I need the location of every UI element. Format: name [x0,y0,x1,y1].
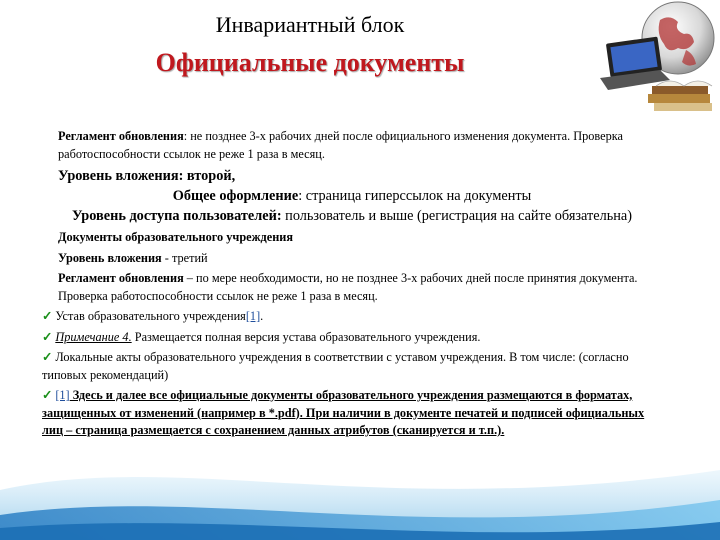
page-title: Инвариантный блок [215,12,405,37]
general-design-text: : страница гиперссылок на документы [298,188,532,204]
list-item [42,308,662,326]
institution-documents-heading [42,229,662,247]
charter-tail: . [260,309,264,323]
local-acts-text: Локальные акты образовательного учреждения в соответствии с уставом учреждения. В том числе: (согласно типовых рекомендаций) [42,350,629,382]
third-level-paragraph [42,250,662,268]
note-label: Примечание 4. [55,329,132,344]
third-level-text: - третий [161,250,208,265]
access-level-label: Уровень доступа пользователей: [71,208,282,224]
checkmark-icon: ✓ [42,388,53,402]
update-regulation-2-label: Регламент обновления [58,271,184,285]
checkmark-icon: ✓ [42,329,53,344]
globe-laptop-books-icon [590,0,720,120]
page-subtitle: Официальные документы [155,48,465,77]
institution-documents-label: Документы образовательного учреждения [58,230,294,244]
document-content [42,128,662,440]
list-item [42,349,662,384]
charter-text: Устав образовательного учреждения [55,309,246,323]
general-design-label: Общее оформление [172,188,299,204]
bottom-wave-decoration [0,430,720,540]
nesting-level-label: Уровень вложения: второй, [58,168,236,184]
access-level-text: пользователь и выше (регистрация на сайте обязательна) [281,208,633,224]
update-regulation-text: : не позднее 3-х рабочих дней после официального изменения документа. Проверка работоспособности ссылок не реже 1 раза в месяц. [58,129,623,161]
footnote-link[interactable]: [1] [55,388,70,402]
footnote-text: Здесь и далее все официальные документы образовательного учреждения размещаются в форматах, защищенных от изменений (например в *.pdf). При наличии в документе печатей и подписей официальных лиц – страница размещается с сохранением данных атрибутов (сканируется и т.п.). [42,388,645,437]
update-regulation-label: Регламент обновления [58,129,184,143]
update-regulation-2-text: – по мере необходимости, но не позднее 3-х рабочих дней после принятия документа. Проверка работоспособности ссылок не реже 1 раза в месяц. [58,271,638,303]
note-text: Размещается полная версия устава образовательного учреждения. [131,329,481,344]
third-level-label: Уровень вложения [58,250,162,265]
list-item [42,329,662,347]
checkmark-icon: ✓ [42,350,53,364]
checkmark-icon: ✓ [42,309,53,323]
general-design-paragraph [42,186,662,206]
footnote-link[interactable]: [1] [245,309,261,323]
access-level-paragraph [42,206,662,226]
list-item [42,387,662,440]
update-regulation-paragraph [42,128,662,163]
nesting-level-paragraph [42,166,662,186]
update-regulation-2-paragraph [42,270,662,305]
